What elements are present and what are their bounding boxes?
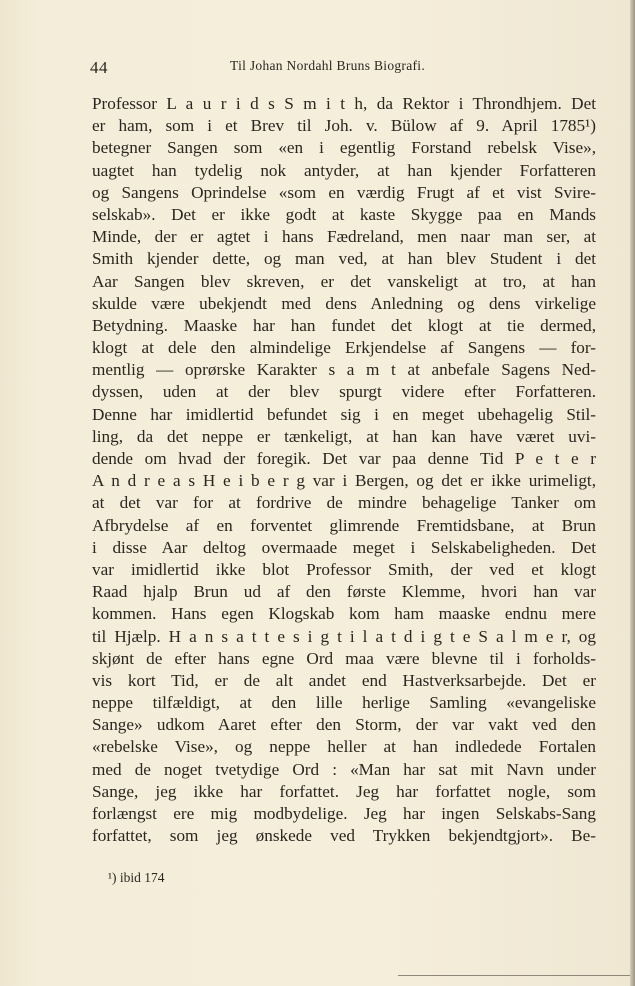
text-line: uagtet han tydelig nok antyder, at han kjender Forfatteren [92,160,596,180]
page-header [88,52,598,82]
text-line: Denne har imidlertid befundet sig i en meget ubehagelig Stil- [92,404,596,424]
page-edge [630,0,635,986]
text-line: at det var for at fordrive de mindre behagelige Tanker om [92,493,596,513]
body-text [92,93,596,847]
text-line: er ham, som i et Brev til Joh. v. Bülow af 9. April 1785¹) [92,116,596,136]
text-line: kommen. Hans egen Klogskab kom ham maaske endnu mere [92,604,596,624]
text-line: Aar Sangen blev skreven, er det vanskeligt at tro, at han [92,271,596,291]
running-title: Til Johan Nordahl Bruns Biografi. [230,58,426,73]
text-line: skulde være ubekjendt med dens Anledning og dens virkelige [92,293,596,313]
text-line: til Hjælp. H a n s a t t e s i g t i l a t d i g t e S a l m e r, og [92,626,596,646]
footnote-text: ¹) ibid 174 [108,870,165,885]
text-line: Betydning. Maaske har han fundet det klogt at tie dermed, [92,315,596,335]
text-line: forlængst ere mig modbydelige. Jeg har ingen Selskabs-Sang [92,804,596,823]
text-line: Afbrydelse af en forventet glimrende Fremtidsbane, at Brun [92,515,596,535]
text-line: forfattet, som jeg ønskede ved Trykken bekjendtgjort». Be- [92,826,596,846]
text-line: selskab». Det er ikke godt at kaste Skygge paa en Mands [92,204,596,224]
text-line: A n d r e a s H e i b e r g var i Bergen, og det er ikke urimeligt, [92,471,596,491]
text-line: var imidlertid ikke blot Professor Smith, der ved et klogt [92,559,596,579]
text-line: Professor L a u r i d s S m i t h, da Rektor i Throndhjem. Det [92,94,596,113]
text-line: med de noget tvetydige Ord : «Man har sat mit Navn under [92,759,596,779]
text-line: klogt at dele den almindelige Erkjendelse af Sangens — for- [92,338,596,358]
text-line: ling, da det neppe er tænkeligt, at han kan have været uvi- [92,426,596,446]
text-line: Smith kjender dette, og man ved, at han blev Student i det [92,249,596,269]
text-line: Sange» udkom Aaret efter den Storm, der var vakt ved den [92,715,596,735]
footnote [108,870,308,886]
text-line: «rebelske Vise», og neppe heller at han indledede Fortalen [92,737,596,757]
text-line: Minde, der er agtet i hans Fædreland, men naar man ser, at [92,227,596,247]
text-line: og Sangens Oprindelse «som en værdig Frugt af et vist Svire- [92,182,596,202]
text-line: betegner Sangen som «en i egentlig Forstand rebelsk Vise», [92,138,596,158]
text-line: dende om hvad der foregik. Det var paa denne Tid P e t e r [92,449,596,468]
bottom-rule [398,975,630,976]
text-line: Raad hjalp Brun ud af den første Klemme, hvori han var [92,582,596,602]
text-line: i disse Aar deltog overmaade meget i Selskabeligheden. Det [92,537,596,557]
text-line: vis kort Tid, er de alt andet end Hastverksarbejde. Det er [92,670,596,690]
text-line: Sange, jeg ikke har forfattet. Jeg har forfattet nogle, som [92,781,596,801]
text-line: dyssen, uden at der blev spurgt videre efter Forfatteren. [92,382,596,402]
text-line: neppe tilfældigt, at den lille herlige Samling «evangeliske [92,693,596,713]
text-line: skjønt de efter hans egne Ord maa være blevne til i forholds- [92,648,596,668]
text-line: mentlig — oprørske Karakter s a m t at anbefale Sagens Ned- [92,360,596,380]
page-number: 44 [90,58,108,77]
